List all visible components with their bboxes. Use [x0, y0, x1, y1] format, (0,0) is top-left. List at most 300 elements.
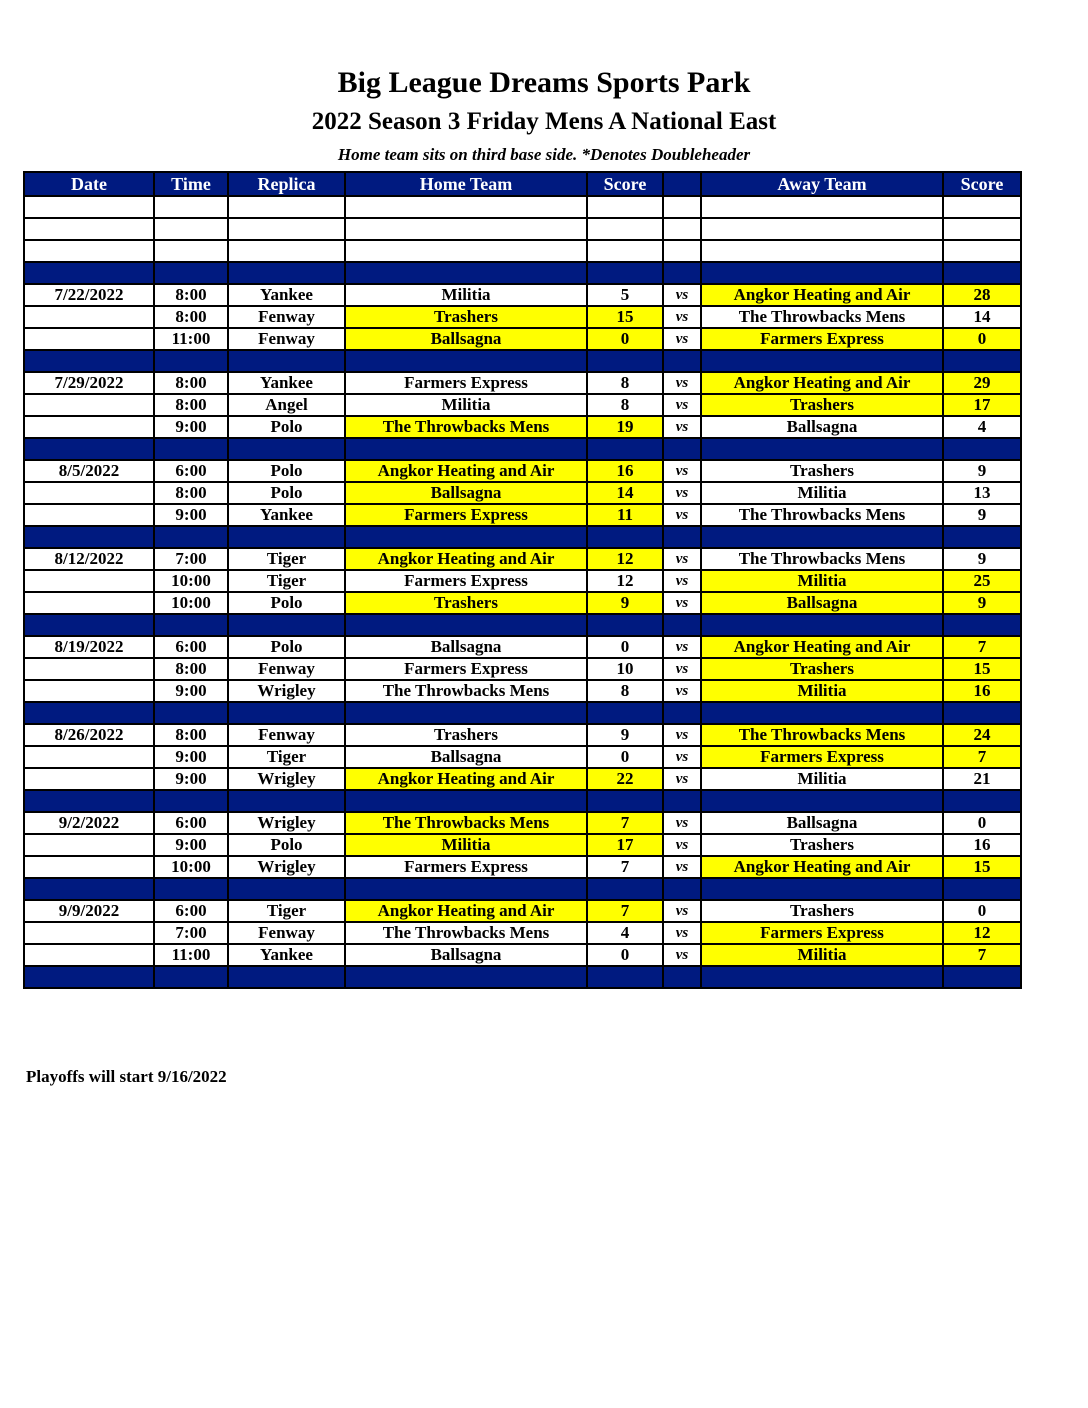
away-score: 17 — [943, 394, 1021, 416]
game-time: 6:00 — [154, 812, 228, 834]
game-row — [24, 658, 1021, 680]
game-field: Polo — [228, 636, 345, 658]
game-time: 8:00 — [154, 306, 228, 328]
blank-cell — [701, 196, 943, 218]
game-row — [24, 394, 1021, 416]
game-field: Angel — [228, 394, 345, 416]
game-field: Fenway — [228, 306, 345, 328]
away-team: Militia — [701, 570, 943, 592]
game-date — [24, 768, 154, 790]
game-time: 11:00 — [154, 944, 228, 966]
game-time: 9:00 — [154, 504, 228, 526]
game-date: 7/29/2022 — [24, 372, 154, 394]
blank-cell — [587, 218, 663, 240]
vs-label: vs — [663, 636, 701, 658]
game-row — [24, 636, 1021, 658]
separator-row — [24, 614, 1021, 636]
away-score: 9 — [943, 592, 1021, 614]
game-date — [24, 856, 154, 878]
away-team: Farmers Express — [701, 328, 943, 350]
home-team: Angkor Heating and Air — [345, 460, 587, 482]
playoffs-footer: Playoffs will start 9/16/2022 — [26, 1067, 227, 1086]
game-date — [24, 306, 154, 328]
separator-cell — [701, 702, 943, 724]
page-title: Big League Dreams Sports Park — [337, 66, 751, 99]
separator-cell — [587, 878, 663, 900]
home-score: 12 — [587, 548, 663, 570]
game-date — [24, 680, 154, 702]
blank-cell — [943, 240, 1021, 262]
separator-cell — [587, 262, 663, 284]
home-score: 8 — [587, 372, 663, 394]
game-date: 9/2/2022 — [24, 812, 154, 834]
game-field: Wrigley — [228, 680, 345, 702]
home-team: The Throwbacks Mens — [345, 416, 587, 438]
game-row — [24, 856, 1021, 878]
separator-cell — [587, 614, 663, 636]
blank-cell — [345, 196, 587, 218]
home-team: Angkor Heating and Air — [345, 900, 587, 922]
away-team: Angkor Heating and Air — [701, 856, 943, 878]
blank-cell — [154, 196, 228, 218]
home-team: Angkor Heating and Air — [345, 768, 587, 790]
away-team: Militia — [701, 944, 943, 966]
home-team: The Throwbacks Mens — [345, 812, 587, 834]
game-date — [24, 592, 154, 614]
separator-cell — [587, 350, 663, 372]
game-time: 9:00 — [154, 746, 228, 768]
vs-label: vs — [663, 504, 701, 526]
separator-cell — [154, 438, 228, 460]
game-field: Fenway — [228, 658, 345, 680]
home-team: Farmers Express — [345, 658, 587, 680]
home-team: Ballsagna — [345, 944, 587, 966]
home-score: 9 — [587, 724, 663, 746]
away-team: The Throwbacks Mens — [701, 548, 943, 570]
game-date — [24, 504, 154, 526]
separator-cell — [701, 438, 943, 460]
game-date — [24, 922, 154, 944]
game-time: 8:00 — [154, 394, 228, 416]
separator-cell — [345, 262, 587, 284]
away-team: The Throwbacks Mens — [701, 504, 943, 526]
home-score: 10 — [587, 658, 663, 680]
home-team: Farmers Express — [345, 372, 587, 394]
separator-cell — [345, 438, 587, 460]
blank-cell — [587, 196, 663, 218]
game-row — [24, 724, 1021, 746]
separator-cell — [701, 262, 943, 284]
game-row — [24, 922, 1021, 944]
vs-label: vs — [663, 856, 701, 878]
home-team: Farmers Express — [345, 570, 587, 592]
away-score: 7 — [943, 746, 1021, 768]
blank-cell — [24, 218, 154, 240]
game-field: Polo — [228, 416, 345, 438]
blank-cell — [345, 218, 587, 240]
separator-cell — [345, 790, 587, 812]
game-field: Polo — [228, 482, 345, 504]
game-row — [24, 680, 1021, 702]
away-team: Farmers Express — [701, 746, 943, 768]
blank-cell — [663, 218, 701, 240]
away-team: Ballsagna — [701, 416, 943, 438]
home-team: Trashers — [345, 306, 587, 328]
separator-cell — [663, 526, 701, 548]
separator-cell — [228, 438, 345, 460]
away-score: 4 — [943, 416, 1021, 438]
blank-cell — [663, 240, 701, 262]
header-vs — [663, 172, 701, 196]
home-score: 0 — [587, 944, 663, 966]
home-team: Ballsagna — [345, 328, 587, 350]
header-home-score: Score — [587, 172, 663, 196]
game-time: 6:00 — [154, 900, 228, 922]
separator-cell — [24, 702, 154, 724]
separator-cell — [701, 614, 943, 636]
separator-cell — [24, 966, 154, 988]
blank-cell — [228, 218, 345, 240]
vs-label: vs — [663, 746, 701, 768]
away-score: 9 — [943, 504, 1021, 526]
blank-cell — [154, 240, 228, 262]
game-time: 8:00 — [154, 372, 228, 394]
blank-row — [24, 196, 1021, 218]
header-replica: Replica — [228, 172, 345, 196]
home-team: Ballsagna — [345, 636, 587, 658]
game-row — [24, 284, 1021, 306]
separator-cell — [228, 526, 345, 548]
separator-cell — [587, 702, 663, 724]
game-row — [24, 834, 1021, 856]
separator-cell — [943, 790, 1021, 812]
separator-cell — [587, 966, 663, 988]
separator-cell — [154, 350, 228, 372]
game-date: 8/26/2022 — [24, 724, 154, 746]
game-date: 8/12/2022 — [24, 548, 154, 570]
game-field: Fenway — [228, 328, 345, 350]
separator-cell — [228, 790, 345, 812]
away-score: 9 — [943, 548, 1021, 570]
away-team: Farmers Express — [701, 922, 943, 944]
blank-cell — [345, 240, 587, 262]
game-time: 10:00 — [154, 592, 228, 614]
game-field: Polo — [228, 592, 345, 614]
away-score: 0 — [943, 812, 1021, 834]
game-field: Tiger — [228, 900, 345, 922]
header-date: Date — [24, 172, 154, 196]
separator-cell — [228, 878, 345, 900]
schedule-note: Home team sits on third base side. *Denotes Doubleheader — [337, 145, 751, 164]
separator-cell — [701, 966, 943, 988]
blank-cell — [943, 196, 1021, 218]
vs-label: vs — [663, 372, 701, 394]
blank-row — [24, 218, 1021, 240]
game-row — [24, 460, 1021, 482]
header-away-team: Away Team — [701, 172, 943, 196]
separator-cell — [154, 966, 228, 988]
separator-cell — [943, 350, 1021, 372]
blank-cell — [228, 240, 345, 262]
separator-cell — [943, 526, 1021, 548]
vs-label: vs — [663, 416, 701, 438]
game-time: 9:00 — [154, 834, 228, 856]
game-field: Wrigley — [228, 812, 345, 834]
separator-cell — [587, 526, 663, 548]
away-score: 9 — [943, 460, 1021, 482]
game-time: 11:00 — [154, 328, 228, 350]
separator-cell — [228, 614, 345, 636]
home-score: 17 — [587, 834, 663, 856]
vs-label: vs — [663, 460, 701, 482]
blank-cell — [701, 218, 943, 240]
game-field: Wrigley — [228, 856, 345, 878]
away-score: 7 — [943, 944, 1021, 966]
home-team: Trashers — [345, 724, 587, 746]
game-field: Fenway — [228, 724, 345, 746]
separator-cell — [154, 878, 228, 900]
game-row — [24, 812, 1021, 834]
separator-cell — [943, 966, 1021, 988]
separator-cell — [228, 702, 345, 724]
separator-cell — [154, 614, 228, 636]
vs-label: vs — [663, 328, 701, 350]
separator-cell — [154, 262, 228, 284]
home-score: 5 — [587, 284, 663, 306]
away-score: 13 — [943, 482, 1021, 504]
away-team: Trashers — [701, 658, 943, 680]
game-time: 8:00 — [154, 284, 228, 306]
home-score: 0 — [587, 746, 663, 768]
game-time: 8:00 — [154, 724, 228, 746]
separator-cell — [24, 614, 154, 636]
separator-cell — [943, 878, 1021, 900]
separator-cell — [663, 438, 701, 460]
game-row — [24, 768, 1021, 790]
away-score: 24 — [943, 724, 1021, 746]
separator-cell — [701, 878, 943, 900]
away-score: 15 — [943, 856, 1021, 878]
home-team: Militia — [345, 834, 587, 856]
away-team: Angkor Heating and Air — [701, 636, 943, 658]
vs-label: vs — [663, 284, 701, 306]
game-row — [24, 944, 1021, 966]
separator-cell — [587, 438, 663, 460]
vs-label: vs — [663, 658, 701, 680]
away-score: 16 — [943, 834, 1021, 856]
game-row — [24, 372, 1021, 394]
game-field: Tiger — [228, 570, 345, 592]
game-row — [24, 482, 1021, 504]
game-row — [24, 746, 1021, 768]
home-score: 8 — [587, 394, 663, 416]
away-team: Ballsagna — [701, 812, 943, 834]
game-date — [24, 394, 154, 416]
vs-label: vs — [663, 306, 701, 328]
separator-cell — [24, 350, 154, 372]
game-field: Yankee — [228, 504, 345, 526]
blank-cell — [24, 240, 154, 262]
home-score: 7 — [587, 856, 663, 878]
home-score: 0 — [587, 328, 663, 350]
home-team: Ballsagna — [345, 746, 587, 768]
separator-cell — [345, 702, 587, 724]
blank-cell — [943, 218, 1021, 240]
separator-cell — [943, 702, 1021, 724]
vs-label: vs — [663, 482, 701, 504]
header-row — [24, 172, 1021, 196]
vs-label: vs — [663, 592, 701, 614]
separator-row — [24, 350, 1021, 372]
separator-row — [24, 526, 1021, 548]
game-time: 8:00 — [154, 482, 228, 504]
separator-cell — [24, 262, 154, 284]
separator-cell — [154, 702, 228, 724]
home-score: 12 — [587, 570, 663, 592]
game-time: 6:00 — [154, 636, 228, 658]
header-away-score: Score — [943, 172, 1021, 196]
game-time: 6:00 — [154, 460, 228, 482]
separator-cell — [943, 438, 1021, 460]
away-score: 7 — [943, 636, 1021, 658]
blank-cell — [154, 218, 228, 240]
home-score: 7 — [587, 900, 663, 922]
home-score: 0 — [587, 636, 663, 658]
game-field: Yankee — [228, 372, 345, 394]
header-time: Time — [154, 172, 228, 196]
separator-cell — [154, 790, 228, 812]
game-date — [24, 658, 154, 680]
home-score: 19 — [587, 416, 663, 438]
game-field: Tiger — [228, 746, 345, 768]
vs-label: vs — [663, 570, 701, 592]
home-team: Ballsagna — [345, 482, 587, 504]
game-date — [24, 328, 154, 350]
game-time: 9:00 — [154, 768, 228, 790]
separator-cell — [24, 526, 154, 548]
away-score: 12 — [943, 922, 1021, 944]
home-score: 11 — [587, 504, 663, 526]
game-date — [24, 482, 154, 504]
away-team: Militia — [701, 768, 943, 790]
game-field: Fenway — [228, 922, 345, 944]
separator-cell — [228, 350, 345, 372]
blank-cell — [663, 196, 701, 218]
vs-label: vs — [663, 922, 701, 944]
separator-cell — [701, 790, 943, 812]
home-team: The Throwbacks Mens — [345, 680, 587, 702]
home-team: Trashers — [345, 592, 587, 614]
vs-label: vs — [663, 680, 701, 702]
away-score: 14 — [943, 306, 1021, 328]
away-score: 15 — [943, 658, 1021, 680]
schedule-body — [24, 196, 1021, 988]
home-score: 8 — [587, 680, 663, 702]
away-team: Trashers — [701, 834, 943, 856]
away-team: Trashers — [701, 900, 943, 922]
game-date: 9/9/2022 — [24, 900, 154, 922]
game-field: Wrigley — [228, 768, 345, 790]
vs-label: vs — [663, 548, 701, 570]
separator-row — [24, 878, 1021, 900]
separator-cell — [663, 262, 701, 284]
game-date: 8/19/2022 — [24, 636, 154, 658]
away-score: 28 — [943, 284, 1021, 306]
separator-cell — [24, 790, 154, 812]
separator-cell — [345, 614, 587, 636]
away-team: Angkor Heating and Air — [701, 284, 943, 306]
away-team: Trashers — [701, 460, 943, 482]
away-score: 0 — [943, 328, 1021, 350]
separator-cell — [663, 790, 701, 812]
vs-label: vs — [663, 812, 701, 834]
away-team: Militia — [701, 680, 943, 702]
separator-cell — [228, 966, 345, 988]
away-score: 25 — [943, 570, 1021, 592]
away-score: 29 — [943, 372, 1021, 394]
game-row — [24, 504, 1021, 526]
game-row — [24, 548, 1021, 570]
away-score: 21 — [943, 768, 1021, 790]
vs-label: vs — [663, 944, 701, 966]
separator-cell — [943, 262, 1021, 284]
game-row — [24, 328, 1021, 350]
home-score: 15 — [587, 306, 663, 328]
separator-cell — [663, 614, 701, 636]
game-time: 7:00 — [154, 922, 228, 944]
away-team: Angkor Heating and Air — [701, 372, 943, 394]
separator-row — [24, 262, 1021, 284]
separator-row — [24, 966, 1021, 988]
blank-cell — [228, 196, 345, 218]
game-time: 10:00 — [154, 570, 228, 592]
vs-label: vs — [663, 394, 701, 416]
separator-cell — [663, 350, 701, 372]
game-row — [24, 592, 1021, 614]
separator-row — [24, 438, 1021, 460]
page-subtitle: 2022 Season 3 Friday Mens A National East — [311, 108, 777, 135]
separator-cell — [228, 262, 345, 284]
blank-cell — [587, 240, 663, 262]
home-score: 22 — [587, 768, 663, 790]
game-row — [24, 416, 1021, 438]
game-field: Yankee — [228, 944, 345, 966]
game-field: Tiger — [228, 548, 345, 570]
separator-cell — [154, 526, 228, 548]
home-team: Farmers Express — [345, 856, 587, 878]
game-date — [24, 746, 154, 768]
separator-cell — [24, 438, 154, 460]
game-time: 10:00 — [154, 856, 228, 878]
game-date: 7/22/2022 — [24, 284, 154, 306]
home-score: 16 — [587, 460, 663, 482]
home-team: Farmers Express — [345, 504, 587, 526]
blank-cell — [24, 196, 154, 218]
game-time: 8:00 — [154, 658, 228, 680]
vs-label: vs — [663, 724, 701, 746]
game-time: 7:00 — [154, 548, 228, 570]
separator-cell — [345, 526, 587, 548]
separator-row — [24, 790, 1021, 812]
home-score: 4 — [587, 922, 663, 944]
vs-label: vs — [663, 768, 701, 790]
game-date — [24, 416, 154, 438]
vs-label: vs — [663, 834, 701, 856]
away-team: Militia — [701, 482, 943, 504]
home-score: 9 — [587, 592, 663, 614]
separator-cell — [663, 702, 701, 724]
separator-cell — [663, 966, 701, 988]
